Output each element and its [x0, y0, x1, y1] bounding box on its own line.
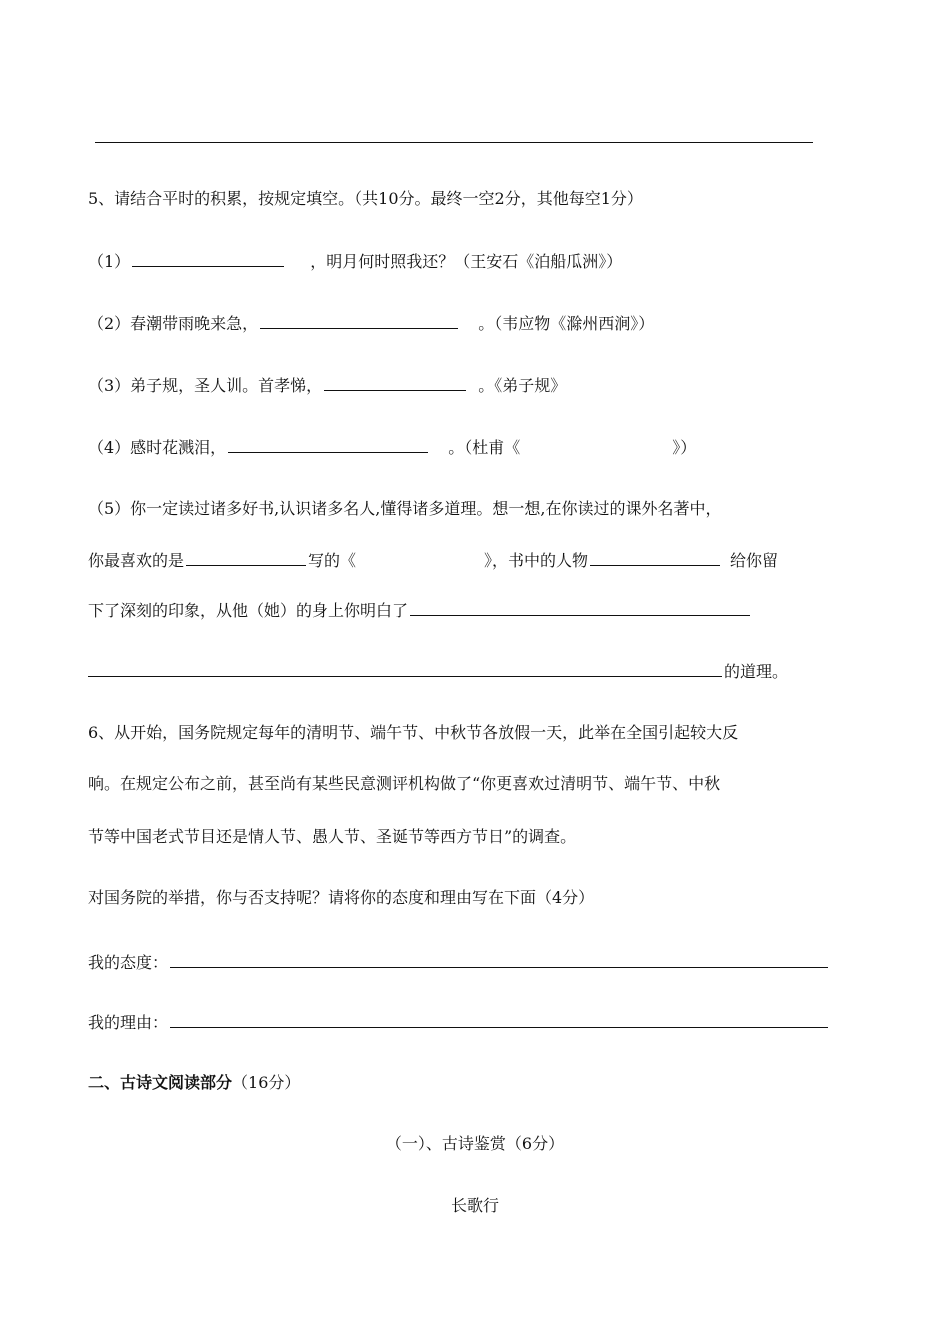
q6-attitude — [88, 951, 830, 973]
q5-item-5-line2 — [88, 549, 778, 571]
q6-line-1: 6、从开始，国务院规定每年的清明节、端午节、中秋节各放假一天，此举在全国引起较大反 — [88, 723, 739, 742]
q5-item-2-blank[interactable] — [260, 312, 458, 329]
q5-item-2-tail: 。（韦应物《滁州西涧》） — [478, 314, 655, 333]
poem-title: 长歌行 — [450, 1196, 499, 1215]
q6-reason-label: 我的理由： — [88, 1013, 169, 1032]
answer-line-top — [95, 142, 813, 143]
q5-item-5-character-label: 》，书中的人物 — [484, 551, 589, 570]
q5-item-3-text: （3）弟子规，圣人训。首孝悌， — [88, 376, 323, 395]
q5-item-5-give-label: 给你留 — [730, 551, 779, 570]
q5-item-4-tail: 》） — [672, 438, 697, 457]
q5-item-4-text: （4）感时花溅泪， — [88, 438, 227, 457]
q6-attitude-label: 我的态度： — [88, 953, 169, 972]
q6-attitude-blank[interactable] — [170, 951, 828, 968]
q6-line-2: 响。在规定公布之前，甚至尚有某些民意测评机构做了“你更喜欢过清明节、端午节、中秋 — [88, 774, 721, 793]
q5-item-4-mid: 。（杜甫《 — [448, 438, 521, 457]
q5-item-5-learned-blank[interactable] — [410, 599, 750, 616]
q5-item-3-blank[interactable] — [324, 374, 466, 391]
section-2-title: 二、古诗文阅读部分 — [88, 1073, 233, 1092]
q6-reason — [88, 1011, 830, 1033]
q5-item-5-author-blank[interactable] — [186, 549, 306, 566]
q5-item-1-text: ，明月何时照我还？（王安石《泊船瓜洲》） — [310, 252, 623, 271]
section-2-score: （16分） — [232, 1073, 301, 1092]
q6-line-4: 对国务院的举措，你与否支持呢？请将你的态度和理由写在下面（4分） — [88, 888, 595, 907]
q5-item-2-text: （2）春潮带雨晚来急， — [88, 314, 259, 333]
q5-title: 5、请结合平时的积累，按规定填空。（共10分。最终一空2分，其他每空1分） — [88, 189, 643, 208]
q5-item-3-tail: 。《弟子规》 — [478, 376, 567, 395]
q5-item-5-character-blank[interactable] — [590, 549, 720, 566]
q5-item-5-line3 — [88, 599, 752, 621]
q5-item-5-learned-label: 下了深刻的印象，从他（她）的身上你明白了 — [88, 601, 409, 620]
q5-item-1-num: （1） — [88, 252, 131, 271]
q5-item-3 — [88, 374, 566, 396]
q5-item-5-fav-label: 你最喜欢的是 — [88, 551, 185, 570]
q5-item-4 — [88, 436, 696, 458]
section-2-heading — [88, 1072, 300, 1094]
q5-item-5-line4 — [88, 660, 788, 682]
q5-item-5-tail: 的道理。 — [724, 662, 789, 681]
q5-item-1 — [88, 250, 622, 272]
q5-item-5-line1: （5）你一定读过诸多好书,认识诸多名人,懂得诸多道理。想一想,在你读过的课外名著中， — [88, 499, 722, 518]
q5-item-5-wrote-label: 写的《 — [308, 551, 357, 570]
q6-reason-blank[interactable] — [170, 1011, 828, 1028]
q5-item-4-blank[interactable] — [228, 436, 428, 453]
q5-item-5-reason-blank[interactable] — [88, 660, 722, 677]
q5-item-1-blank[interactable] — [132, 250, 284, 267]
q5-item-2 — [88, 312, 654, 334]
q6-line-3: 节等中国老式节目还是情人节、愚人节、圣诞节等西方节日”的调查。 — [88, 827, 577, 846]
section-2-subheading: （一）、古诗鉴赏（6分） — [385, 1134, 565, 1153]
